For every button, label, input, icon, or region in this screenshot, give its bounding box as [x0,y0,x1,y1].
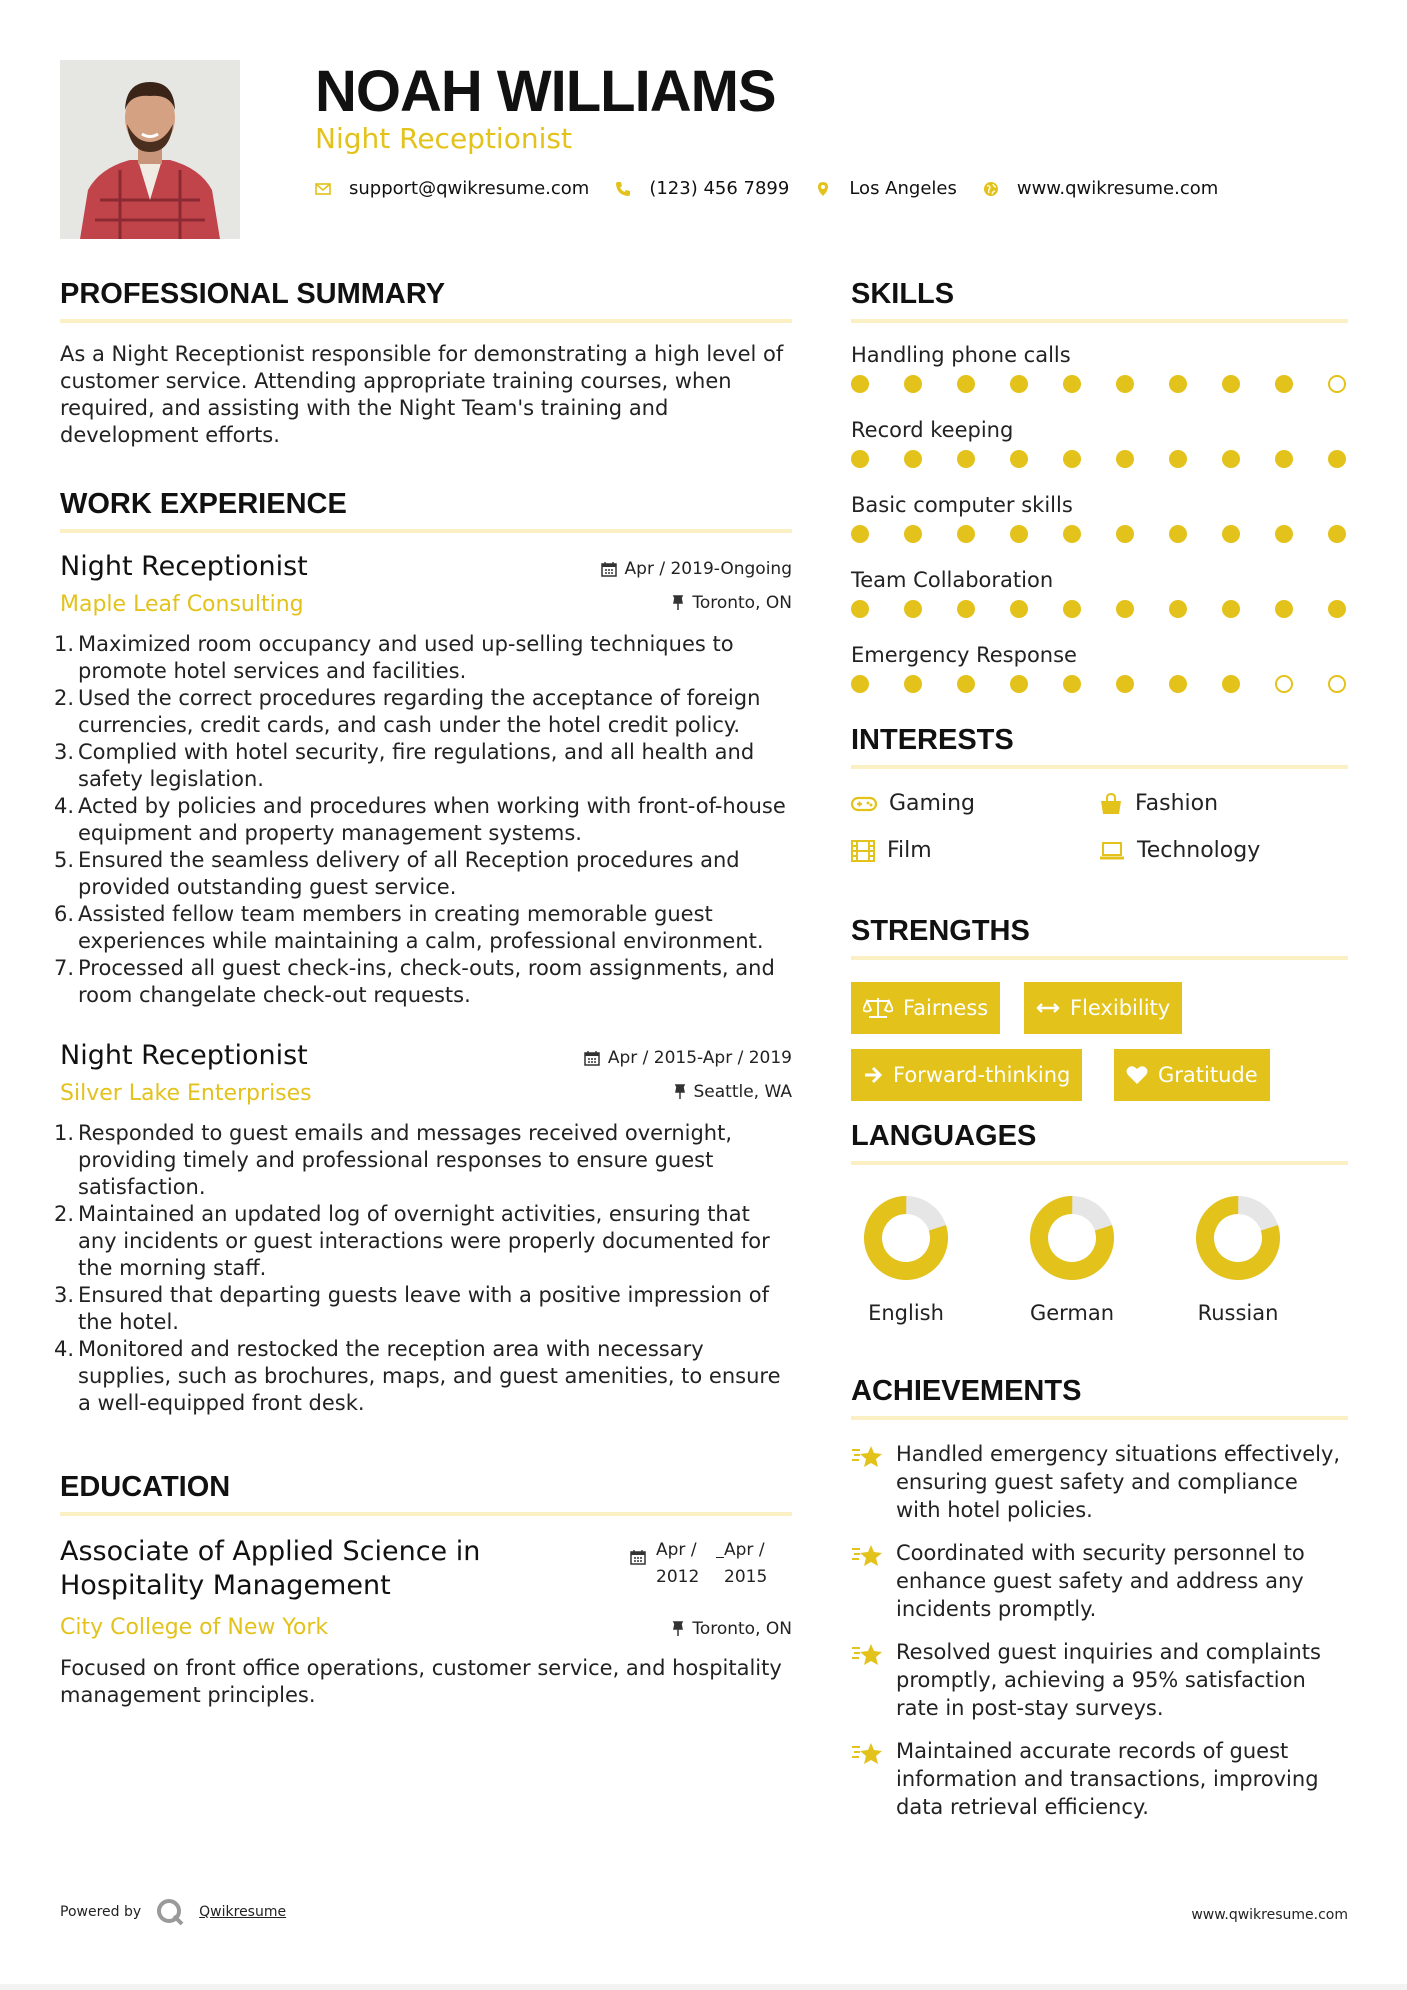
footer-powered-by [60,1897,286,1927]
language-level-ring [1027,1193,1117,1283]
education-heading: EDUCATION [60,1471,792,1516]
job-date [601,559,792,579]
pushpin-icon [672,595,684,611]
job-date [584,1048,792,1068]
rating-dot-filled [1275,450,1293,468]
contact-email[interactable] [315,178,589,199]
summary-text: As a Night Receptionist responsible for demonstrating a high level of customer service. Attending appropriate training courses, when required, and assisting with the Night Team's training and development efforts. [60,342,784,447]
achievements-section [851,1375,1348,1821]
language-item [1017,1193,1127,1325]
job-location [674,1082,793,1102]
shopping-bag-icon [1099,793,1123,815]
job-title: Night Receptionist [60,1040,308,1071]
rating-dot-filled [1222,525,1240,543]
shooting-star-icon [851,1642,883,1668]
page-bottom-edge [0,1984,1407,1990]
contact-phone[interactable] [615,178,789,199]
rating-dot-filled [1063,675,1081,693]
skill-item [851,493,1348,568]
job-entry [54,551,792,1009]
powered-by-text: Powered by [60,1904,142,1920]
interests-heading: INTERESTS [851,724,1348,769]
language-item [851,1193,961,1325]
job-company: Silver Lake Enterprises [60,1081,312,1106]
education-location: Toronto, ON [672,1619,792,1639]
footer-url[interactable]: www.qwikresume.com [1191,1907,1348,1923]
rating-dot-filled [1116,375,1134,393]
rating-dot-filled [1010,375,1028,393]
education-dates [630,1537,778,1591]
rating-dot-filled [1010,450,1028,468]
rating-dot-filled [957,375,975,393]
laptop-icon [1099,841,1125,861]
language-name: German [1029,1301,1115,1325]
job-location [672,593,792,613]
job-title: Night Receptionist [60,551,308,582]
qwikresume-logo-icon [155,1897,185,1927]
rating-dot-filled [1275,600,1293,618]
achievements-list [851,1440,1348,1821]
achievement-item: Handled emergency situations effectively, ensuring guest safety and compliance with hotel policies. [851,1440,1348,1524]
arrow-right-icon [863,1066,883,1084]
job-bullets [54,631,792,1009]
rating-dot-filled [1222,375,1240,393]
rating-dot-filled [1222,450,1240,468]
candidate-title: Night Receptionist [315,122,572,155]
gamepad-icon [851,795,877,813]
rating-dot-filled [851,375,869,393]
rating-dot-filled [1116,525,1134,543]
strength-label: Flexibility [1070,996,1171,1020]
experience-section [54,488,792,1417]
rating-dot-empty [1275,675,1293,693]
skill-item [851,643,1348,718]
skill-name: Handling phone calls [851,343,1071,367]
rating-dot-filled [1116,675,1134,693]
balance-scale-icon [863,997,893,1019]
strengths-heading: STRENGTHS [851,915,1348,960]
rating-dot-filled [1010,525,1028,543]
strengths-section [851,915,1348,1114]
person-portrait-icon [60,60,240,239]
languages-heading: LANGUAGES [851,1120,1348,1165]
arrows-horizontal-icon [1036,1001,1060,1015]
calendar-icon [601,561,617,577]
contact-phone-text: (123) 456 7899 [649,178,790,199]
list-item: 4. Acted by policies and procedures when working with front-of-house equipment and property management systems. [54,794,786,845]
job-date-text: Apr / 2019-Ongoing [624,559,792,579]
interest-film [851,838,932,863]
rating-dot-filled [1169,375,1187,393]
job-entry [54,1040,792,1417]
skill-rating [851,671,1348,718]
rating-dot-filled [1275,375,1293,393]
phone-icon [615,181,631,197]
education-start-date: Apr / 2012 [656,1540,700,1587]
list-item: 5. Ensured the seamless delivery of all Reception procedures and provided outstanding guest service. [54,848,740,899]
skill-name: Record keeping [851,418,1014,442]
brand-link[interactable]: Qwikresume [199,1904,287,1920]
list-item: 3. Complied with hotel security, fire regulations, and all health and safety legislation. [54,740,755,791]
pushpin-icon [674,1084,686,1100]
rating-dot-filled [851,600,869,618]
rating-dot-filled [1169,525,1187,543]
interests-list [851,783,1348,899]
interest-label: Film [887,838,932,863]
skill-rating [851,446,1348,493]
left-column [54,278,792,1709]
language-name: Russian [1197,1301,1279,1325]
achievement-item: Resolved guest inquiries and complaints promptly, achieving a 95% satisfaction rate in post-stay surveys. [851,1638,1348,1722]
rating-dot-filled [957,600,975,618]
list-item: 3. Ensured that departing guests leave with a positive impression of the hotel. [54,1283,770,1334]
strength-label: Gratitude [1158,1063,1258,1087]
achievement-item: Maintained accurate records of guest information and transactions, improving data retrieval efficiency. [851,1737,1348,1821]
languages-section [851,1120,1348,1343]
rating-dot-filled [904,675,922,693]
rating-dot-filled [1328,600,1346,618]
right-column [851,278,1348,1836]
rating-dot-filled [1169,600,1187,618]
list-item: 7. Processed all guest check-ins, check-outs, room assignments, and room changelate check-out requests. [54,956,775,1007]
rating-dot-filled [1222,675,1240,693]
skill-item [851,418,1348,493]
interest-gaming [851,791,975,816]
contact-location [815,178,957,199]
rating-dot-filled [1010,600,1028,618]
education-description: Focused on front office operations, customer service, and hospitality management principles. [60,1656,782,1707]
strengths-list [851,982,1348,1114]
achievement-item: Coordinated with security personnel to enhance guest safety and address any incidents promptly. [851,1539,1348,1623]
rating-dot-filled [957,525,975,543]
envelope-icon [315,181,331,197]
contact-bar [315,178,1244,199]
interests-section [851,724,1348,899]
skill-item [851,343,1348,418]
languages-list [851,1193,1348,1343]
skills-section [851,278,1348,718]
rating-dot-filled [1275,525,1293,543]
skills-list [851,343,1348,718]
skill-name: Emergency Response [851,643,1077,667]
interest-fashion [1099,791,1218,816]
heart-icon [1126,1065,1148,1085]
map-pin-icon [815,181,831,197]
skills-heading: SKILLS [851,278,1348,323]
shooting-star-icon [851,1444,883,1470]
rating-dot-filled [1010,675,1028,693]
contact-email-text: support@qwikresume.com [349,178,590,199]
rating-dot-filled [1063,375,1081,393]
contact-location-text: Los Angeles [849,178,957,199]
rating-dot-empty [1328,675,1346,693]
strength-tag [1024,982,1182,1034]
rating-dot-filled [1063,450,1081,468]
summary-heading: PROFESSIONAL SUMMARY [60,278,792,323]
shooting-star-icon [851,1543,883,1569]
skill-rating [851,596,1348,643]
language-level-ring [1193,1193,1283,1283]
contact-website[interactable] [983,178,1218,199]
calendar-icon [630,1549,646,1565]
rating-dot-filled [1063,525,1081,543]
job-location-text: Seattle, WA [693,1082,792,1102]
job-company: Maple Leaf Consulting [60,592,304,617]
film-icon [851,840,875,862]
list-item: 2. Maintained an updated log of overnight activities, ensuring that any incidents or guest interactions were properly documented for the morning staff. [54,1202,770,1280]
calendar-icon [584,1050,600,1066]
strength-tag [851,1049,1082,1101]
skill-name: Basic computer skills [851,493,1073,517]
rating-dot-filled [957,675,975,693]
rating-dot-filled [957,450,975,468]
contact-website-text: www.qwikresume.com [1016,178,1219,199]
rating-dot-filled [851,525,869,543]
interest-label: Fashion [1135,791,1219,816]
list-item: 1. Maximized room occupancy and used up-selling techniques to promote hotel services and facilities. [54,632,734,683]
job-location-text: Toronto, ON [692,593,792,613]
profile-photo [60,60,240,239]
skill-name: Team Collaboration [851,568,1054,592]
strength-tag [1114,1049,1270,1101]
skill-rating [851,371,1348,418]
skill-item [851,568,1348,643]
pushpin-icon [672,1621,684,1637]
rating-dot-filled [1222,600,1240,618]
rating-dot-filled [904,375,922,393]
skill-rating [851,521,1348,568]
education-section [60,1471,792,1709]
rating-dot-filled [904,525,922,543]
candidate-name: NOAH WILLIAMS [315,59,776,124]
rating-dot-filled [1328,450,1346,468]
interest-label: Technology [1137,838,1261,863]
strength-label: Fairness [903,996,989,1020]
rating-dot-filled [904,450,922,468]
rating-dot-filled [1116,450,1134,468]
shooting-star-icon [851,1741,883,1767]
rating-dot-empty [1328,375,1346,393]
rating-dot-filled [1063,600,1081,618]
rating-dot-filled [1169,675,1187,693]
achievements-heading: ACHIEVEMENTS [851,1375,1348,1420]
interest-label: Gaming [889,791,975,816]
list-item: 4. Monitored and restocked the reception area with necessary supplies, such as brochures, maps, and guest amenities, to ensure a well-equipped front desk. [54,1337,781,1415]
rating-dot-filled [851,675,869,693]
education-end-date: Apr / 2015 [724,1537,778,1591]
education-school: City College of New York [60,1615,329,1640]
summary-section [60,278,792,449]
list-item: 2. Used the correct procedures regarding the acceptance of foreign currencies, credit cards, and cash under the hotel credit policy. [54,686,761,737]
rating-dot-filled [1116,600,1134,618]
list-item: 6. Assisted fellow team members in creating memorable guest experiences while maintaining a calm, professional environment. [54,902,764,953]
list-item: 1. Responded to guest emails and messages received overnight, providing timely and professional responses to ensure guest satisfaction. [54,1121,733,1199]
job-date-text: Apr / 2015-Apr / 2019 [607,1048,792,1068]
rating-dot-filled [904,600,922,618]
globe-icon [983,181,999,197]
experience-heading: WORK EXPERIENCE [60,488,792,533]
strength-label: Forward-thinking [893,1063,1071,1087]
rating-dot-filled [1328,525,1346,543]
interest-technology [1099,838,1260,863]
rating-dot-filled [1169,450,1187,468]
language-item [1183,1193,1293,1325]
language-level-ring [861,1193,951,1283]
strength-tag [851,982,1000,1034]
job-bullets [54,1120,792,1417]
rating-dot-filled [851,450,869,468]
education-degree: Associate of Applied Science in Hospitality Management [60,1536,481,1601]
language-name: English [868,1301,944,1325]
